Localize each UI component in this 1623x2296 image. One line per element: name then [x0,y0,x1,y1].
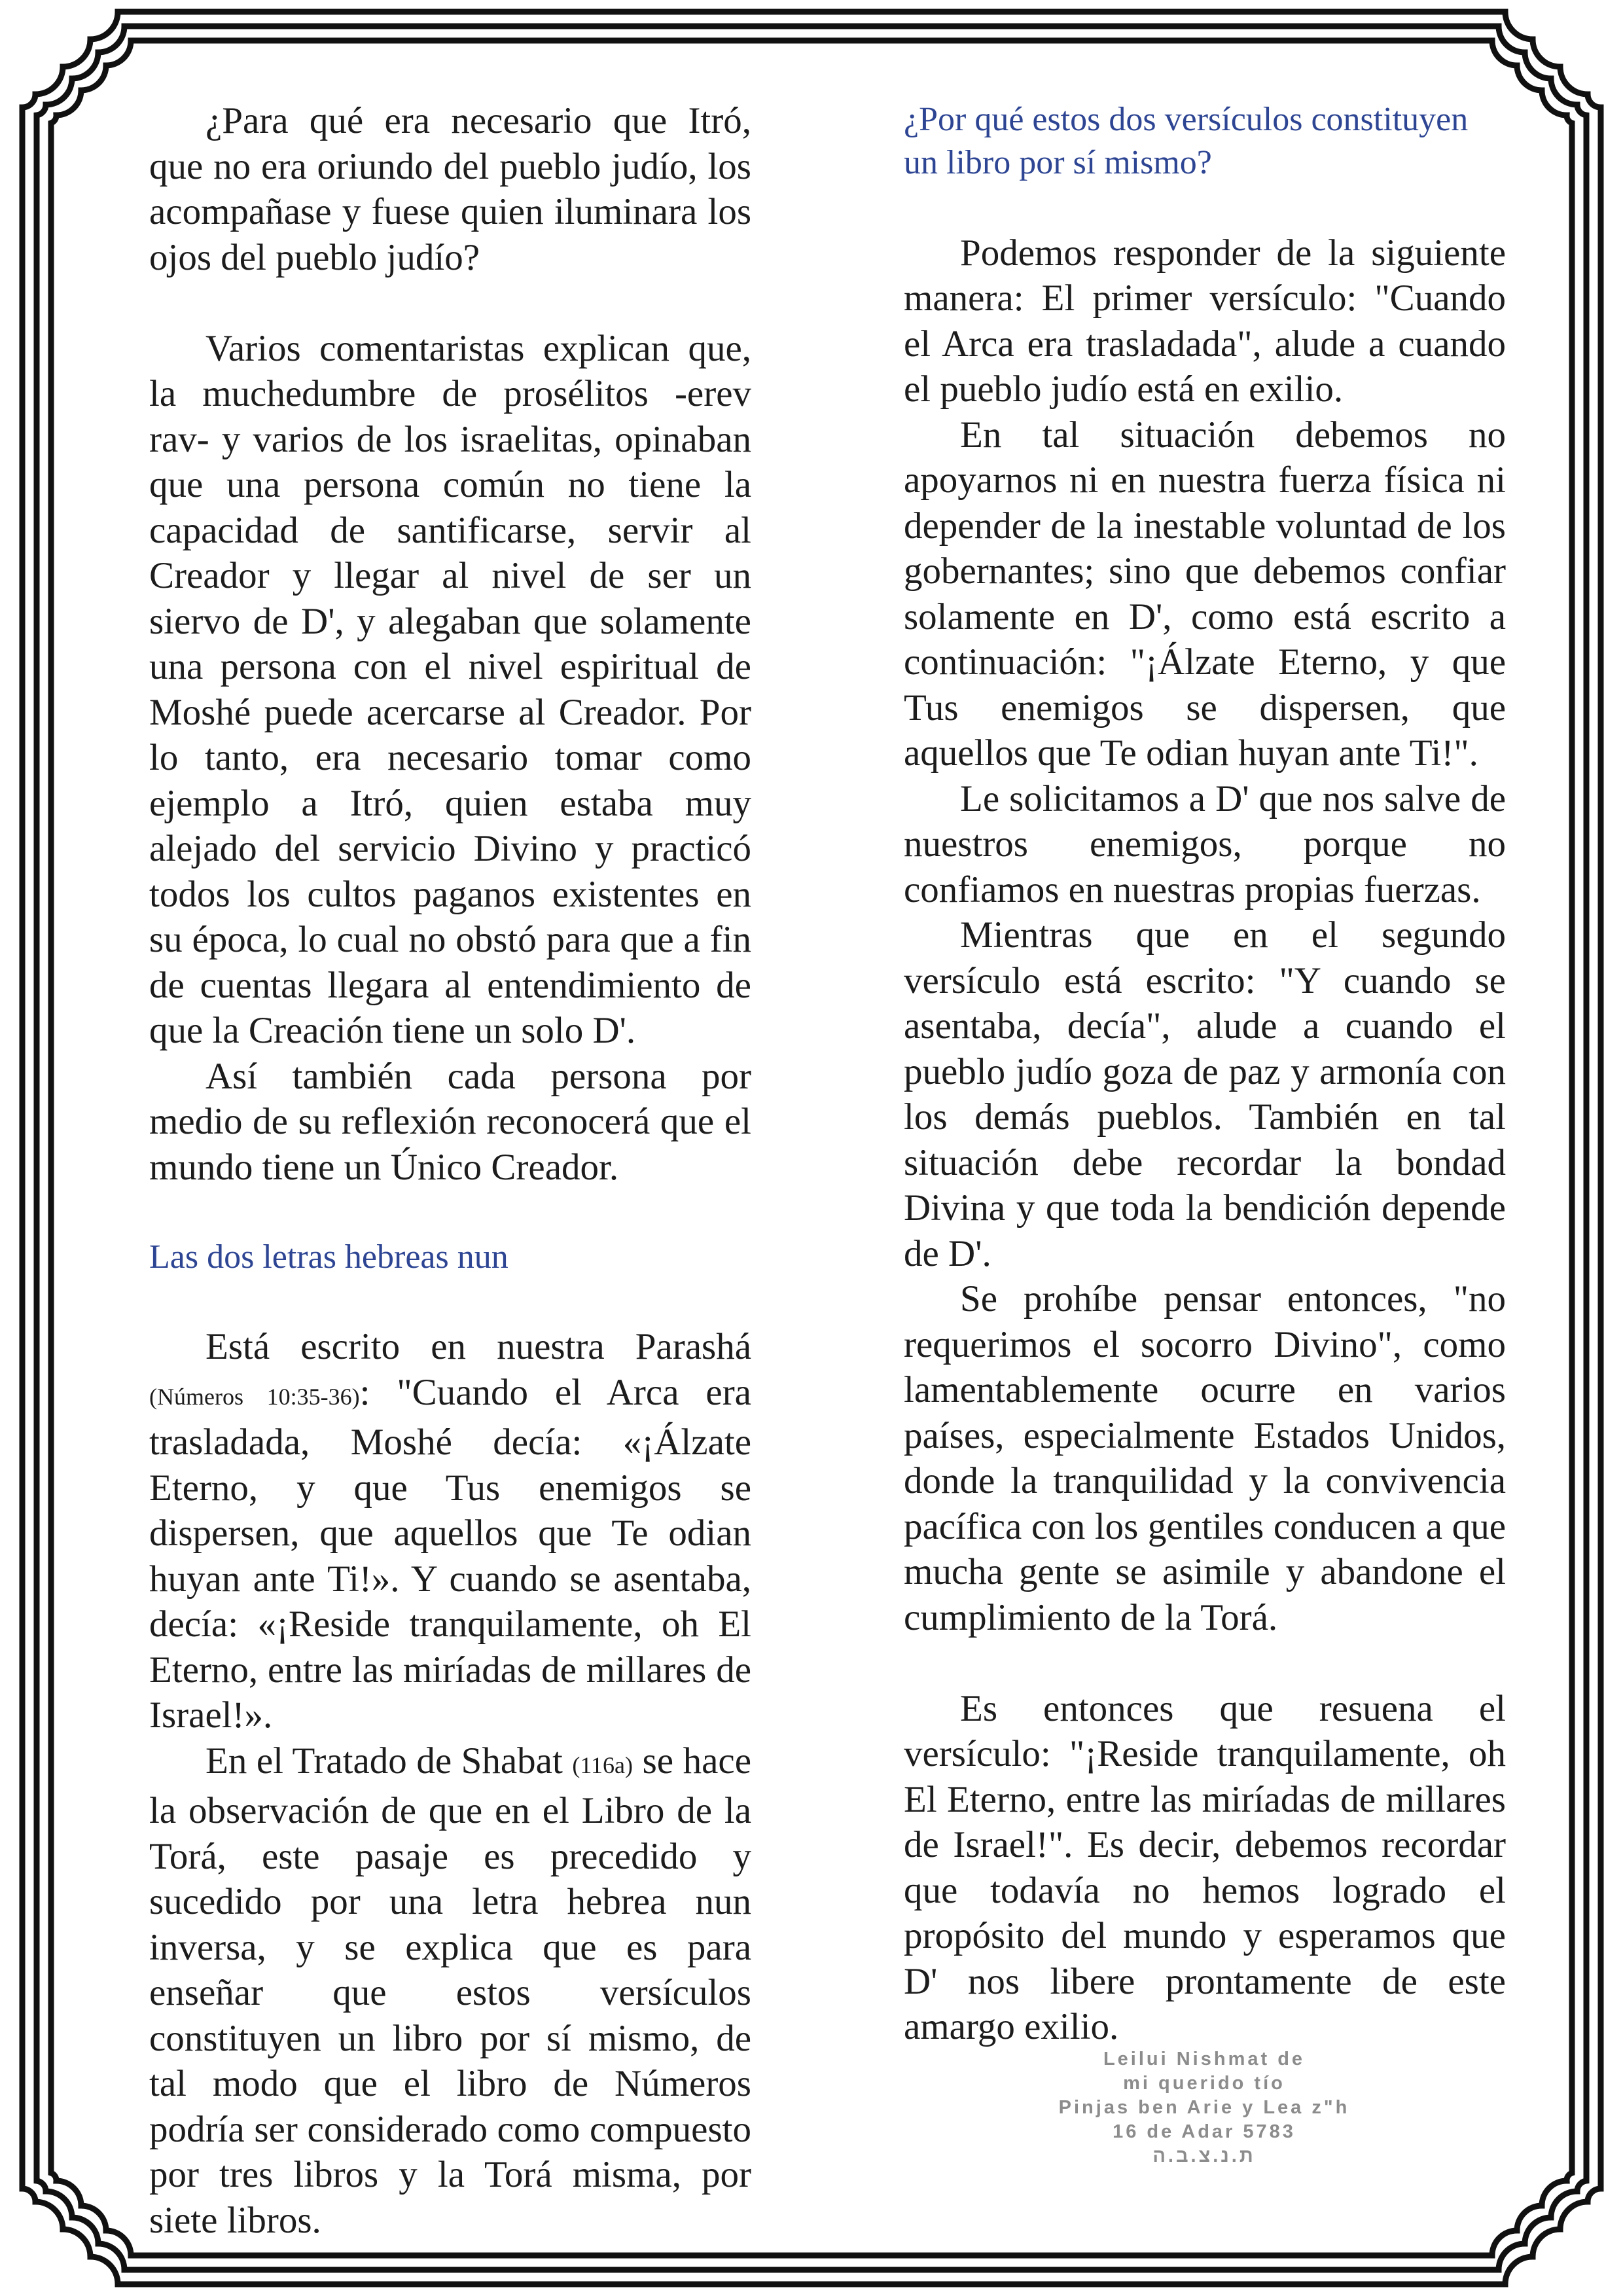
bible-reference: (Números 10:35-36) [149,1383,360,1410]
dedication-line: Leilui Nishmat de [1103,2049,1306,2070]
dedication-line: Pinjas ben Arie y Lea z"h [1058,2097,1350,2118]
paragraph: Mientras que en el segundo versículo está escrito: "Y cuando se asentaba, decía", alude a cuando el pueblo judío goza de paz y armonía con los demás pueblos. También en tal situación debe recordar la bondad Divina y que toda la bendición depende de D'. [904,914,1506,1274]
paragraph: Se prohíbe pensar entonces, "no requerimos el socorro Divino", como lamentablemente ocurre en varios países, especialmente Estados Unidos, donde la tranquilidad y la convivencia pacífica con los gentiles conducen a que mucha gente se asimile y abandone el cumplimiento de la Torá. [904,1278,1506,1638]
memorial-dedication [929,2047,1479,2168]
paragraph-text: se hace la observación de que en el Libro de la Torá, este pasaje es precedido y sucedido por una letra hebrea nun inversa, y se explica que es para enseñar que estos versículos constituyen un libro por sí mismo, de tal modo que el libro de Números podría ser considerado como compuesto por tres libros y la Torá misma, por siete libros. [149,1740,752,2241]
talmud-reference: (116a) [572,1751,633,1778]
paragraph-text: : "Cuando el Arca era trasladada, Moshé decía: «¡Álzate Eterno, y que Tus enemigos se dispersen, que aquellos que Te odian huyan ante Ti!». Y cuando se asentaba, decía: «¡Reside tranquilamente, oh El Eterno, entre las miríadas de millares de Israel!». [149,1371,751,1736]
paragraph: Es entonces que resuena el versículo: "¡Reside tranquilamente, oh El Eterno, entre las miríadas de millares de Israel!". Es decir, debemos recordar que todavía no hemos logrado el propósito del mundo y esperamos que D' nos libere prontamente de este amargo exilio. [904,1687,1506,2047]
paragraph: Así también cada persona por medio de su reflexión reconocerá que el mundo tiene un Único Creador. [149,1055,751,1188]
dedication-line: mi querido tío [1123,2073,1285,2094]
right-column [904,98,1506,2050]
paragraph-text: Está escrito en nuestra Parashá [205,1326,751,1367]
section-heading [904,98,1506,185]
paragraph: Le solicitamos a D' que nos salve de nuestros enemigos, porque no confiamos en nuestras propias fuerzas. [904,778,1506,910]
paragraph-text: En el Tratado de Shabat [205,1740,563,1782]
section-heading-line: ¿Por qué estos dos versículos constituyen [904,101,1469,138]
section-heading: Las dos letras hebreas nun [149,1238,508,1276]
left-column [149,98,751,2243]
paragraph: Varios comentaristas explican que, la muchedumbre de prosélitos -erev rav- y varios de los israelitas, opinaban que una persona común no tiene la capacidad de santificarse, servir al Creador y llegar al nivel de ser un siervo de D', y alegaban que solamente una persona con el nivel espiritual de Moshé puede acercarse al Creador. Por lo tanto, era necesario tomar como ejemplo a Itró, quien estaba muy alejado del servicio Divino y practicó todos los cultos paganos existentes en su época, lo cual no obstó para que a fin de cuentas llegara al entendimiento de que la Creación tiene un solo D'. [149,327,751,1051]
section-heading-line: un libro por sí mismo? [904,144,1212,181]
dedication-line: 16 de Adar 5783 [1113,2121,1296,2142]
paragraph [149,1324,751,1738]
paragraph [149,1738,751,2244]
paragraph: En tal situación debemos no apoyarnos ni en nuestra fuerza física ni depender de la inestable voluntad de los gobernantes; sino que debemos confiar solamente en D', como está escrito a continuación: "¡Álzate Eterno, y que Tus enemigos se dispersen, que aquellos que Te odian huyan ante Ti!". [904,414,1506,774]
paragraph: Podemos responder de la siguiente manera: El primer versículo: "Cuando el Arca era trasladada", alude a cuando el pueblo judío está en exilio. [904,232,1506,410]
dedication-hebrew-acronym: ת.נ.צ.ב.ה [1152,2145,1256,2166]
paragraph: ¿Para qué era necesario que Itró, que no era oriundo del pueblo judío, los acompañase y fuese quien iluminara los ojos del pueblo judío? [149,100,751,278]
